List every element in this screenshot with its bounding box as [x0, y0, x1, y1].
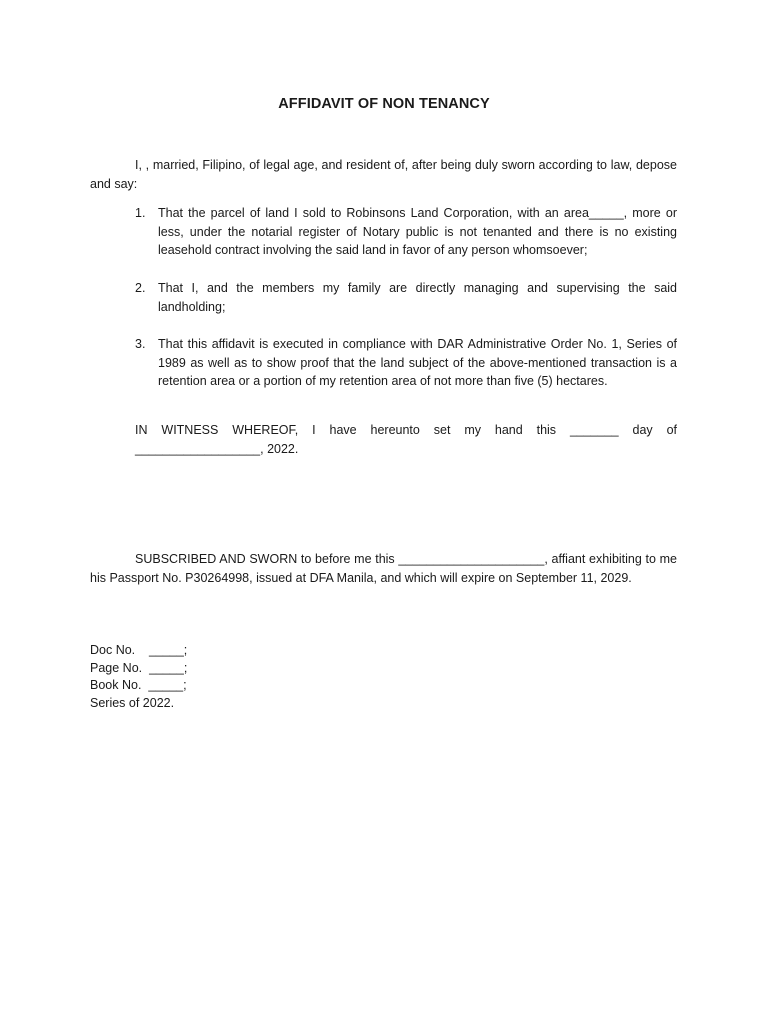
doc-no-line: Doc No. _____; — [90, 643, 188, 657]
list-item-text: That the parcel of land I sold to Robinsons Land Corporation, with an area_____, more or less, under the notarial register of Notary public is not tenanted and there is no existing leasehold contract involving the said land in favor of any person whomsoever; — [158, 206, 677, 257]
list-item-text: That I, and the members my family are directly managing and supervising the said landholding; — [158, 281, 677, 314]
list-item-number: 3. — [135, 337, 146, 351]
list-item-number: 2. — [135, 281, 146, 295]
witness-paragraph: IN WITNESS WHEREOF, I have hereunto set my hand this _______ day of __________________, 2022. — [135, 423, 677, 456]
page-no-line: Page No. _____; — [90, 660, 188, 675]
intro-paragraph: I, , married, Filipino, of legal age, and resident of, after being duly sworn according to law, depose and say: — [90, 158, 677, 191]
list-item-2 — [135, 279, 677, 316]
list-item-3 — [135, 335, 677, 391]
list-item-1 — [135, 204, 677, 260]
list-item-text: That this affidavit is executed in compliance with DAR Administrative Order No. 1, Series of 1989 as well as to show proof that the land subject of the above-mentioned transaction is a retention area or a portion of my retention area of not more than five (5) hectares. — [158, 337, 677, 388]
book-no-line: Book No. _____; — [90, 678, 187, 692]
subscribed-paragraph: SUBSCRIBED AND SWORN to before me this _____________________, affiant exhibiting to me his Passport No. P30264998, issued at DFA Manila, and which will expire on September 11, 2029. — [90, 552, 677, 585]
notary-block — [90, 642, 187, 712]
series-line: Series of 2022. — [90, 695, 175, 710]
list-item-number: 1. — [135, 206, 146, 220]
document-title: AFFIDAVIT OF NON TENANCY — [278, 96, 490, 112]
